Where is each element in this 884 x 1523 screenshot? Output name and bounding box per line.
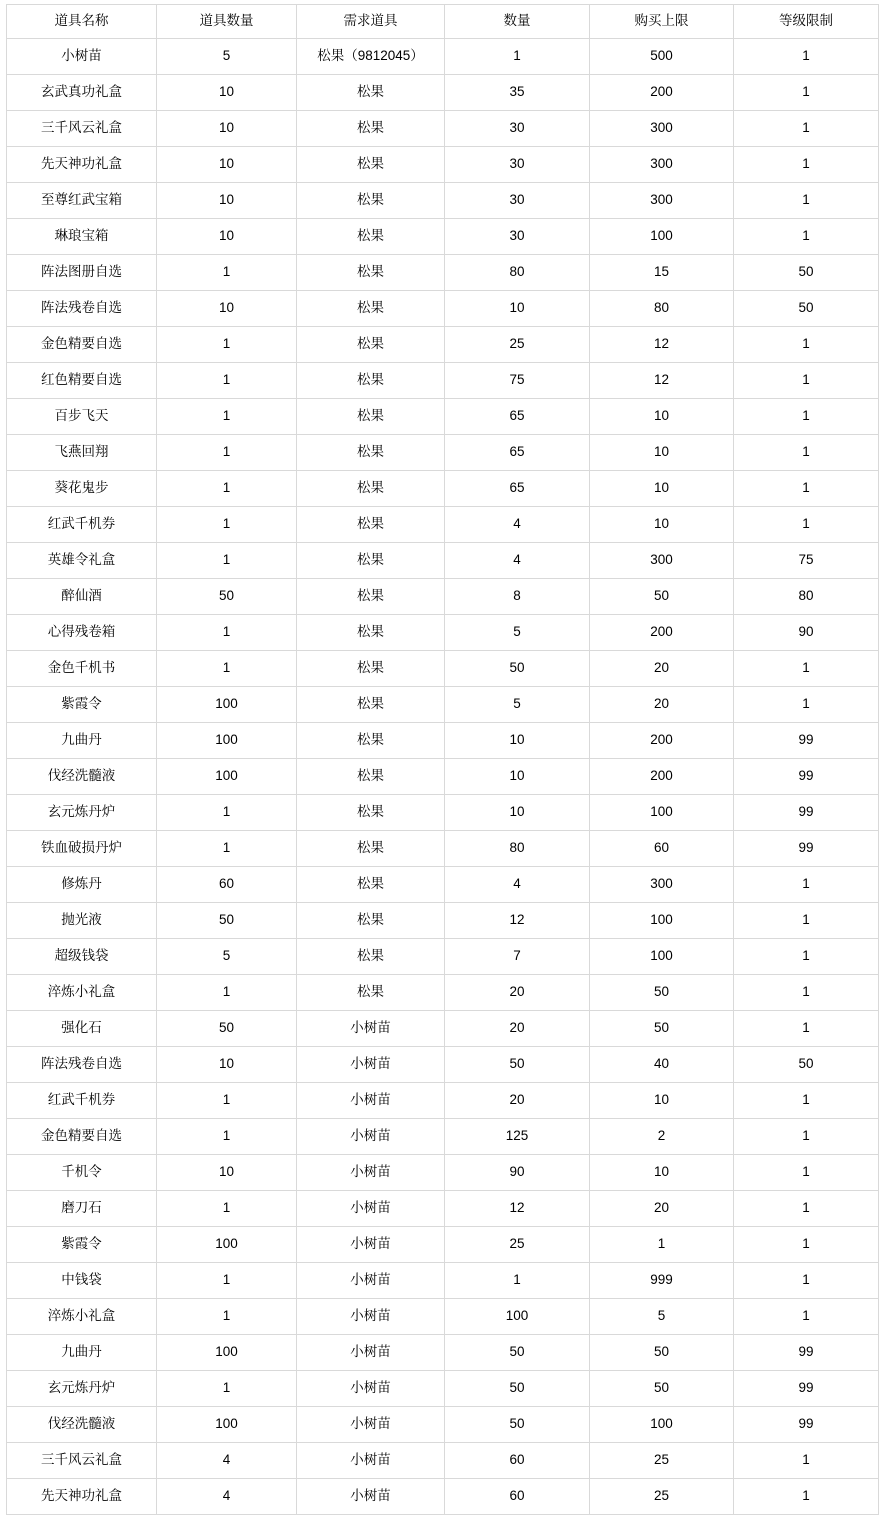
cell-required-count: 10 — [445, 291, 590, 327]
cell-item-count: 1 — [157, 435, 297, 471]
table-row — [7, 1407, 879, 1443]
cell-required-count: 50 — [445, 1047, 590, 1083]
cell-required-item: 松果 — [297, 183, 445, 219]
cell-purchase-limit: 300 — [590, 867, 734, 903]
cell-level-limit: 1 — [734, 507, 879, 543]
cell-required-count: 10 — [445, 723, 590, 759]
cell-item-name: 金色精要自选 — [7, 1119, 157, 1155]
cell-item-count: 1 — [157, 975, 297, 1011]
cell-required-count: 12 — [445, 1191, 590, 1227]
cell-item-count: 10 — [157, 183, 297, 219]
table-row — [7, 291, 879, 327]
cell-purchase-limit: 10 — [590, 435, 734, 471]
cell-required-count: 4 — [445, 543, 590, 579]
cell-required-item: 松果（9812045） — [297, 39, 445, 75]
table-row — [7, 1155, 879, 1191]
cell-item-count: 10 — [157, 291, 297, 327]
cell-purchase-limit: 12 — [590, 363, 734, 399]
cell-item-name: 九曲丹 — [7, 1335, 157, 1371]
cell-item-name: 中钱袋 — [7, 1263, 157, 1299]
cell-purchase-limit: 10 — [590, 1083, 734, 1119]
cell-item-count: 1 — [157, 363, 297, 399]
cell-purchase-limit: 999 — [590, 1263, 734, 1299]
cell-required-item: 松果 — [297, 651, 445, 687]
cell-item-count: 10 — [157, 147, 297, 183]
cell-level-limit: 1 — [734, 183, 879, 219]
cell-purchase-limit: 300 — [590, 147, 734, 183]
cell-item-count: 100 — [157, 1335, 297, 1371]
cell-item-name: 三千风云礼盒 — [7, 111, 157, 147]
cell-item-name: 百步飞天 — [7, 399, 157, 435]
cell-level-limit: 99 — [734, 831, 879, 867]
cell-level-limit: 1 — [734, 651, 879, 687]
cell-required-item: 松果 — [297, 255, 445, 291]
cell-required-count: 30 — [445, 183, 590, 219]
cell-item-count: 1 — [157, 471, 297, 507]
cell-purchase-limit: 50 — [590, 1335, 734, 1371]
cell-item-count: 10 — [157, 219, 297, 255]
cell-purchase-limit: 500 — [590, 39, 734, 75]
cell-level-limit: 1 — [734, 867, 879, 903]
cell-item-name: 玄武真功礼盒 — [7, 75, 157, 111]
cell-required-item: 小树苗 — [297, 1155, 445, 1191]
cell-item-name: 阵法图册自选 — [7, 255, 157, 291]
table-row — [7, 1047, 879, 1083]
cell-required-item: 松果 — [297, 111, 445, 147]
table-header-row — [7, 5, 879, 39]
cell-item-name: 伐经洗髓液 — [7, 759, 157, 795]
cell-purchase-limit: 40 — [590, 1047, 734, 1083]
cell-required-count: 1 — [445, 1263, 590, 1299]
table-row — [7, 1263, 879, 1299]
cell-item-name: 葵花鬼步 — [7, 471, 157, 507]
cell-required-count: 8 — [445, 579, 590, 615]
cell-item-name: 飞燕回翔 — [7, 435, 157, 471]
cell-level-limit: 99 — [734, 795, 879, 831]
cell-required-item: 松果 — [297, 291, 445, 327]
cell-required-count: 50 — [445, 1335, 590, 1371]
cell-item-name: 小树苗 — [7, 39, 157, 75]
cell-purchase-limit: 2 — [590, 1119, 734, 1155]
table-header — [7, 5, 879, 39]
cell-item-name: 抛光液 — [7, 903, 157, 939]
cell-level-limit: 80 — [734, 579, 879, 615]
cell-purchase-limit: 100 — [590, 1407, 734, 1443]
table-row — [7, 543, 879, 579]
cell-level-limit: 1 — [734, 39, 879, 75]
cell-level-limit: 1 — [734, 1083, 879, 1119]
table-row — [7, 219, 879, 255]
cell-required-count: 5 — [445, 687, 590, 723]
cell-item-count: 1 — [157, 615, 297, 651]
cell-required-count: 50 — [445, 651, 590, 687]
cell-purchase-limit: 12 — [590, 327, 734, 363]
cell-item-name: 红武千机券 — [7, 507, 157, 543]
cell-level-limit: 1 — [734, 975, 879, 1011]
cell-level-limit: 1 — [734, 1299, 879, 1335]
cell-item-name: 阵法残卷自选 — [7, 1047, 157, 1083]
cell-required-item: 松果 — [297, 75, 445, 111]
cell-required-count: 12 — [445, 903, 590, 939]
cell-purchase-limit: 300 — [590, 183, 734, 219]
cell-purchase-limit: 10 — [590, 1155, 734, 1191]
cell-level-limit: 90 — [734, 615, 879, 651]
cell-purchase-limit: 300 — [590, 111, 734, 147]
cell-level-limit: 1 — [734, 75, 879, 111]
table-row — [7, 687, 879, 723]
cell-item-count: 4 — [157, 1443, 297, 1479]
cell-level-limit: 50 — [734, 255, 879, 291]
cell-item-name: 修炼丹 — [7, 867, 157, 903]
cell-required-item: 松果 — [297, 543, 445, 579]
cell-item-name: 淬炼小礼盒 — [7, 1299, 157, 1335]
item-exchange-table — [6, 4, 879, 1515]
cell-required-item: 小树苗 — [297, 1407, 445, 1443]
cell-required-item: 松果 — [297, 363, 445, 399]
cell-required-count: 35 — [445, 75, 590, 111]
cell-required-item: 小树苗 — [297, 1479, 445, 1515]
cell-required-item: 小树苗 — [297, 1299, 445, 1335]
column-header-item-name: 道具名称 — [7, 5, 157, 39]
table-row — [7, 327, 879, 363]
cell-item-count: 10 — [157, 75, 297, 111]
cell-level-limit: 1 — [734, 1443, 879, 1479]
table-row — [7, 651, 879, 687]
cell-level-limit: 1 — [734, 399, 879, 435]
cell-level-limit: 50 — [734, 1047, 879, 1083]
table-row — [7, 1479, 879, 1515]
cell-item-name: 伐经洗髓液 — [7, 1407, 157, 1443]
cell-required-item: 松果 — [297, 579, 445, 615]
cell-required-count: 65 — [445, 399, 590, 435]
cell-item-name: 铁血破损丹炉 — [7, 831, 157, 867]
table-row — [7, 615, 879, 651]
cell-required-item: 松果 — [297, 507, 445, 543]
cell-required-count: 75 — [445, 363, 590, 399]
cell-level-limit: 1 — [734, 903, 879, 939]
cell-item-name: 先天神功礼盒 — [7, 147, 157, 183]
cell-purchase-limit: 50 — [590, 975, 734, 1011]
cell-level-limit: 1 — [734, 687, 879, 723]
cell-level-limit: 1 — [734, 435, 879, 471]
cell-level-limit: 75 — [734, 543, 879, 579]
cell-purchase-limit: 5 — [590, 1299, 734, 1335]
cell-item-count: 1 — [157, 831, 297, 867]
column-header-level-limit: 等级限制 — [734, 5, 879, 39]
cell-purchase-limit: 1 — [590, 1227, 734, 1263]
cell-required-item: 松果 — [297, 399, 445, 435]
table-row — [7, 723, 879, 759]
cell-required-item: 松果 — [297, 615, 445, 651]
cell-level-limit: 1 — [734, 1227, 879, 1263]
cell-item-count: 5 — [157, 939, 297, 975]
cell-level-limit: 1 — [734, 1191, 879, 1227]
cell-required-item: 小树苗 — [297, 1443, 445, 1479]
cell-required-item: 松果 — [297, 435, 445, 471]
cell-item-count: 10 — [157, 111, 297, 147]
cell-purchase-limit: 25 — [590, 1479, 734, 1515]
cell-required-count: 80 — [445, 255, 590, 291]
table-row — [7, 471, 879, 507]
cell-level-limit: 99 — [734, 759, 879, 795]
column-header-required-count: 数量 — [445, 5, 590, 39]
cell-required-count: 125 — [445, 1119, 590, 1155]
cell-item-count: 100 — [157, 723, 297, 759]
table-row — [7, 1371, 879, 1407]
cell-purchase-limit: 100 — [590, 903, 734, 939]
cell-required-count: 65 — [445, 471, 590, 507]
table-row — [7, 111, 879, 147]
cell-required-count: 25 — [445, 1227, 590, 1263]
cell-item-name: 英雄令礼盒 — [7, 543, 157, 579]
cell-required-count: 25 — [445, 327, 590, 363]
cell-level-limit: 99 — [734, 1371, 879, 1407]
cell-required-count: 4 — [445, 507, 590, 543]
table-row — [7, 939, 879, 975]
table-row — [7, 1227, 879, 1263]
cell-required-item: 松果 — [297, 867, 445, 903]
cell-item-count: 100 — [157, 759, 297, 795]
cell-required-item: 松果 — [297, 723, 445, 759]
cell-required-count: 100 — [445, 1299, 590, 1335]
cell-item-name: 紫霞令 — [7, 1227, 157, 1263]
cell-required-count: 65 — [445, 435, 590, 471]
cell-purchase-limit: 50 — [590, 579, 734, 615]
cell-required-count: 20 — [445, 975, 590, 1011]
cell-item-count: 50 — [157, 1011, 297, 1047]
cell-required-count: 10 — [445, 759, 590, 795]
cell-item-count: 100 — [157, 687, 297, 723]
cell-level-limit: 1 — [734, 471, 879, 507]
cell-level-limit: 1 — [734, 327, 879, 363]
cell-required-item: 松果 — [297, 687, 445, 723]
cell-purchase-limit: 80 — [590, 291, 734, 327]
column-header-item-count: 道具数量 — [157, 5, 297, 39]
cell-purchase-limit: 50 — [590, 1371, 734, 1407]
cell-required-item: 松果 — [297, 795, 445, 831]
cell-purchase-limit: 10 — [590, 471, 734, 507]
cell-item-count: 60 — [157, 867, 297, 903]
cell-purchase-limit: 20 — [590, 651, 734, 687]
cell-required-item: 小树苗 — [297, 1191, 445, 1227]
cell-item-name: 三千风云礼盒 — [7, 1443, 157, 1479]
cell-purchase-limit: 50 — [590, 1011, 734, 1047]
cell-required-item: 松果 — [297, 903, 445, 939]
cell-level-limit: 99 — [734, 723, 879, 759]
cell-required-item: 小树苗 — [297, 1263, 445, 1299]
cell-required-item: 小树苗 — [297, 1371, 445, 1407]
table-row — [7, 975, 879, 1011]
cell-required-item: 松果 — [297, 471, 445, 507]
cell-required-count: 30 — [445, 111, 590, 147]
table-row — [7, 1119, 879, 1155]
cell-purchase-limit: 15 — [590, 255, 734, 291]
table-row — [7, 1443, 879, 1479]
cell-purchase-limit: 200 — [590, 759, 734, 795]
cell-required-item: 小树苗 — [297, 1083, 445, 1119]
cell-level-limit: 99 — [734, 1407, 879, 1443]
table-row — [7, 39, 879, 75]
cell-purchase-limit: 200 — [590, 75, 734, 111]
cell-item-name: 醉仙酒 — [7, 579, 157, 615]
cell-level-limit: 1 — [734, 1263, 879, 1299]
cell-item-count: 1 — [157, 399, 297, 435]
cell-purchase-limit: 10 — [590, 507, 734, 543]
cell-item-name: 千机令 — [7, 1155, 157, 1191]
cell-level-limit: 50 — [734, 291, 879, 327]
cell-required-count: 50 — [445, 1407, 590, 1443]
table-row — [7, 831, 879, 867]
cell-purchase-limit: 100 — [590, 939, 734, 975]
cell-item-name: 红武千机券 — [7, 1083, 157, 1119]
cell-level-limit: 99 — [734, 1335, 879, 1371]
cell-level-limit: 1 — [734, 363, 879, 399]
cell-item-count: 1 — [157, 1299, 297, 1335]
table-row — [7, 435, 879, 471]
cell-level-limit: 1 — [734, 1479, 879, 1515]
table-row — [7, 759, 879, 795]
cell-item-count: 4 — [157, 1479, 297, 1515]
cell-item-name: 九曲丹 — [7, 723, 157, 759]
cell-item-count: 10 — [157, 1047, 297, 1083]
table-row — [7, 867, 879, 903]
cell-required-item: 小树苗 — [297, 1011, 445, 1047]
cell-item-count: 1 — [157, 1371, 297, 1407]
cell-item-name: 琳琅宝箱 — [7, 219, 157, 255]
cell-purchase-limit: 60 — [590, 831, 734, 867]
cell-required-count: 20 — [445, 1083, 590, 1119]
cell-item-name: 红色精要自选 — [7, 363, 157, 399]
cell-required-count: 7 — [445, 939, 590, 975]
cell-item-count: 10 — [157, 1155, 297, 1191]
cell-item-count: 1 — [157, 1119, 297, 1155]
cell-item-count: 1 — [157, 1263, 297, 1299]
cell-purchase-limit: 20 — [590, 687, 734, 723]
table-row — [7, 1335, 879, 1371]
cell-item-count: 50 — [157, 903, 297, 939]
cell-item-name: 磨刀石 — [7, 1191, 157, 1227]
cell-item-name: 强化石 — [7, 1011, 157, 1047]
cell-item-count: 100 — [157, 1227, 297, 1263]
table-row — [7, 795, 879, 831]
cell-item-count: 5 — [157, 39, 297, 75]
cell-item-count: 100 — [157, 1407, 297, 1443]
table-row — [7, 1011, 879, 1047]
table-row — [7, 363, 879, 399]
cell-required-item: 小树苗 — [297, 1227, 445, 1263]
cell-required-count: 20 — [445, 1011, 590, 1047]
cell-required-count: 30 — [445, 147, 590, 183]
cell-level-limit: 1 — [734, 1155, 879, 1191]
cell-item-count: 1 — [157, 507, 297, 543]
cell-item-name: 心得残卷箱 — [7, 615, 157, 651]
cell-level-limit: 1 — [734, 1011, 879, 1047]
table-row — [7, 1083, 879, 1119]
cell-required-item: 小树苗 — [297, 1047, 445, 1083]
cell-item-name: 先天神功礼盒 — [7, 1479, 157, 1515]
cell-required-item: 小树苗 — [297, 1119, 445, 1155]
table-body — [7, 39, 879, 1515]
cell-purchase-limit: 200 — [590, 723, 734, 759]
table-row — [7, 147, 879, 183]
cell-purchase-limit: 100 — [590, 795, 734, 831]
cell-item-name: 紫霞令 — [7, 687, 157, 723]
cell-item-name: 玄元炼丹炉 — [7, 1371, 157, 1407]
cell-item-name: 金色精要自选 — [7, 327, 157, 363]
cell-item-name: 金色千机书 — [7, 651, 157, 687]
cell-item-name: 至尊红武宝箱 — [7, 183, 157, 219]
table-row — [7, 399, 879, 435]
cell-level-limit: 1 — [734, 219, 879, 255]
cell-purchase-limit: 200 — [590, 615, 734, 651]
cell-item-name: 玄元炼丹炉 — [7, 795, 157, 831]
cell-required-count: 60 — [445, 1443, 590, 1479]
cell-required-count: 50 — [445, 1371, 590, 1407]
cell-item-name: 超级钱袋 — [7, 939, 157, 975]
cell-purchase-limit: 20 — [590, 1191, 734, 1227]
cell-item-name: 淬炼小礼盒 — [7, 975, 157, 1011]
cell-required-item: 松果 — [297, 939, 445, 975]
cell-purchase-limit: 100 — [590, 219, 734, 255]
cell-required-count: 4 — [445, 867, 590, 903]
cell-item-count: 50 — [157, 579, 297, 615]
cell-purchase-limit: 300 — [590, 543, 734, 579]
table-row — [7, 579, 879, 615]
table-row — [7, 183, 879, 219]
table-row — [7, 903, 879, 939]
cell-purchase-limit: 10 — [590, 399, 734, 435]
cell-required-count: 1 — [445, 39, 590, 75]
table-row — [7, 507, 879, 543]
cell-required-count: 30 — [445, 219, 590, 255]
cell-level-limit: 1 — [734, 147, 879, 183]
table-row — [7, 1191, 879, 1227]
cell-required-item: 松果 — [297, 975, 445, 1011]
cell-required-count: 5 — [445, 615, 590, 651]
cell-required-item: 小树苗 — [297, 1335, 445, 1371]
cell-required-item: 松果 — [297, 219, 445, 255]
cell-required-count: 80 — [445, 831, 590, 867]
column-header-purchase-limit: 购买上限 — [590, 5, 734, 39]
cell-required-count: 90 — [445, 1155, 590, 1191]
cell-purchase-limit: 25 — [590, 1443, 734, 1479]
cell-item-count: 1 — [157, 651, 297, 687]
table-row — [7, 75, 879, 111]
cell-item-name: 阵法残卷自选 — [7, 291, 157, 327]
table-row — [7, 1299, 879, 1335]
cell-required-count: 10 — [445, 795, 590, 831]
cell-item-count: 1 — [157, 543, 297, 579]
cell-level-limit: 1 — [734, 939, 879, 975]
cell-level-limit: 1 — [734, 111, 879, 147]
cell-required-item: 松果 — [297, 147, 445, 183]
cell-required-count: 60 — [445, 1479, 590, 1515]
cell-level-limit: 1 — [734, 1119, 879, 1155]
cell-item-count: 1 — [157, 255, 297, 291]
cell-required-item: 松果 — [297, 327, 445, 363]
cell-item-count: 1 — [157, 1083, 297, 1119]
column-header-required-item: 需求道具 — [297, 5, 445, 39]
table-row — [7, 255, 879, 291]
cell-required-item: 松果 — [297, 831, 445, 867]
cell-item-count: 1 — [157, 795, 297, 831]
cell-item-count: 1 — [157, 327, 297, 363]
cell-item-count: 1 — [157, 1191, 297, 1227]
cell-required-item: 松果 — [297, 759, 445, 795]
